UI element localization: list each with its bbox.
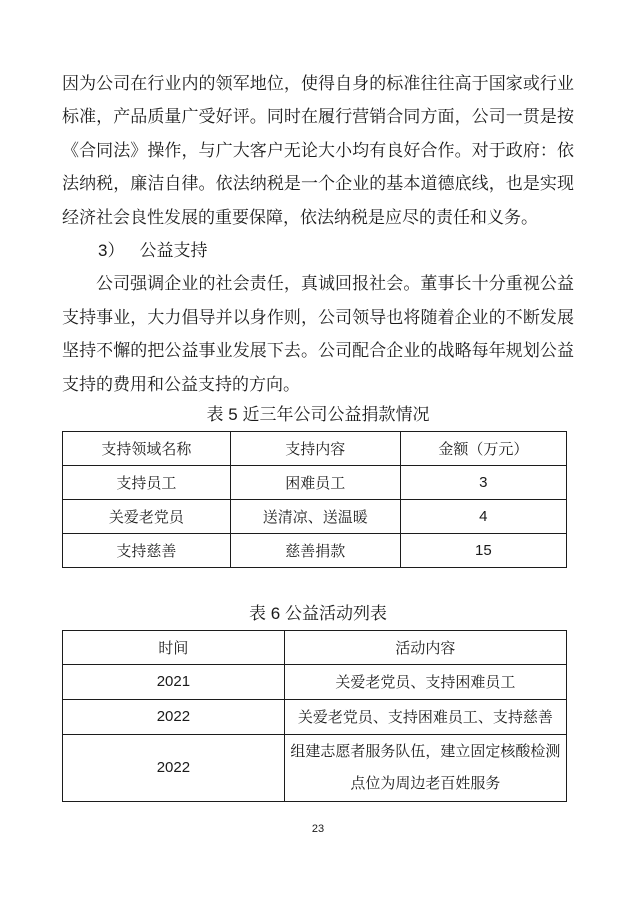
table-cell: 困难员工 [230, 465, 400, 499]
paragraph-line: 法纳税，廉洁自律。依法纳税是一个企业的基本道德底线，也是实现 [62, 174, 574, 194]
table-header-row [63, 630, 567, 664]
table-row [63, 699, 567, 734]
table-cell: 关爱老党员 [63, 499, 231, 533]
table5-caption: 表 5 近三年公司公益捐款情况 [206, 404, 430, 424]
table-cell-line: 点位为周边老百姓服务 [350, 774, 501, 792]
table-cell: 2022 [63, 734, 285, 801]
table-cell: 支持慈善 [63, 533, 231, 567]
table-header-cell: 支持内容 [230, 431, 400, 465]
table-row [63, 664, 567, 699]
table-cell [284, 734, 566, 801]
table-cell: 2021 [63, 664, 285, 699]
table-header-row [63, 431, 567, 465]
paragraph-charity-support [62, 267, 574, 401]
table-header-cell: 活动内容 [284, 630, 566, 664]
table-cell: 4 [400, 499, 566, 533]
paragraph-line: 标准，产品质量广受好评。同时在履行营销合同方面，公司一贯是按 [62, 107, 574, 127]
paragraph-line: 坚持不懈的把公益事业发展下去。公司配合企业的战略每年规划公益 [62, 341, 574, 361]
table-cell: 15 [400, 533, 566, 567]
table-cell-line: 组建志愿者服务队伍，建立固定核酸检测 [290, 742, 561, 760]
table-header-cell: 支持领域名称 [63, 431, 231, 465]
table-row [63, 499, 567, 533]
table-cell: 关爱老党员、支持困难员工、支持慈善 [284, 699, 566, 734]
table-header-cell: 金额（万元） [400, 431, 566, 465]
table-row [63, 465, 567, 499]
page-content [62, 67, 574, 836]
paragraph-line: 支持的费用和公益支持的方向。 [62, 374, 300, 394]
table-cell: 支持员工 [63, 465, 231, 499]
paragraph-line: 《合同法》操作，与广大客户无论大小均有良好合作。对于政府：依 [62, 140, 574, 160]
paragraph-tax-compliance [62, 67, 574, 234]
table-cell: 送清凉、送温暖 [230, 499, 400, 533]
paragraph-line: 经济社会良性发展的重要保障，依法纳税是应尽的责任和义务。 [62, 207, 538, 227]
section-heading-text: 公益支持 [139, 240, 208, 260]
paragraph-line: 公司强调企业的社会责任，真诚回报社会。董事长十分重视公益 [96, 274, 574, 294]
table-row [63, 734, 567, 801]
table6-caption: 表 6 公益活动列表 [249, 603, 387, 623]
donations-table [62, 431, 567, 568]
table-cell: 3 [400, 465, 566, 499]
table-cell: 2022 [63, 699, 285, 734]
table-row [63, 533, 567, 567]
section-heading [62, 234, 574, 267]
page-number: 23 [311, 822, 325, 835]
paragraph-line: 因为公司在行业内的领军地位，使得自身的标准往往高于国家或行业 [62, 74, 574, 93]
table-header-cell: 时间 [63, 630, 285, 664]
table-cell: 关爱老党员、支持困难员工 [284, 664, 566, 699]
paragraph-line: 支持事业，大力倡导并以身作则，公司领导也将随着企业的不断发展 [62, 307, 574, 327]
table-cell: 慈善捐款 [230, 533, 400, 567]
section-heading-number: 3） [98, 240, 125, 260]
activities-table [62, 630, 567, 802]
